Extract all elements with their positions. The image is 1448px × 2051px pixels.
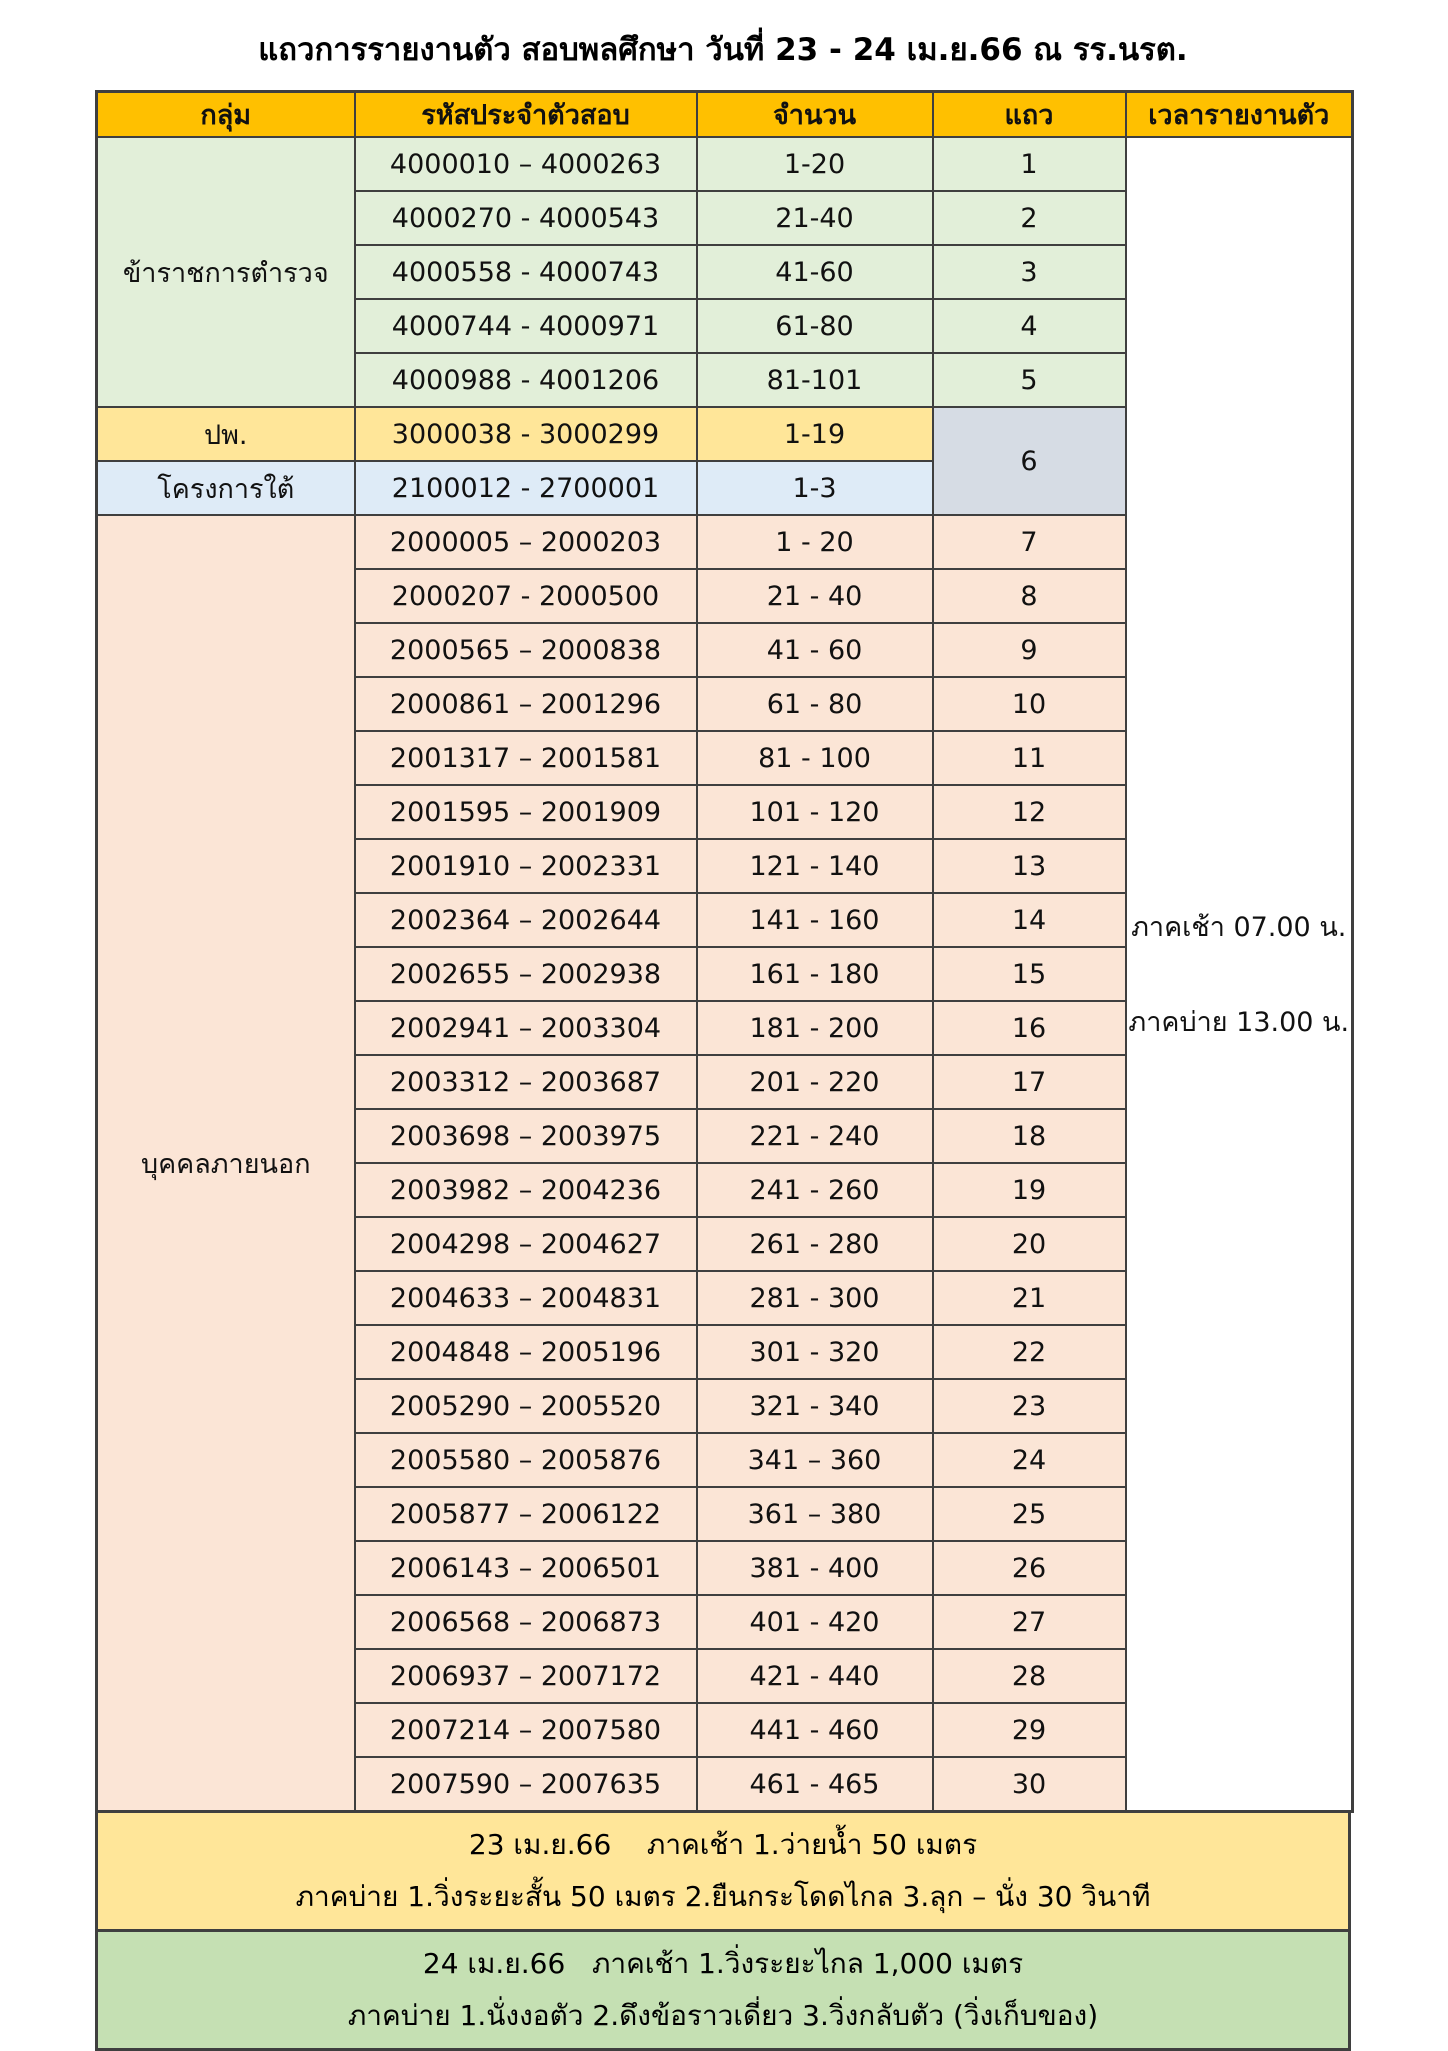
day2-morning-events: 24 เม.ย.66 ภาคเช้า 1.วิ่งระยะไกล 1,000 เมตร [422, 1947, 1024, 1980]
queue-number-cell: 2 [933, 191, 1126, 245]
queue-number-cell: 12 [933, 785, 1126, 839]
count-cell: 61 - 80 [697, 677, 933, 731]
code-range-cell: 2004848 – 2005196 [355, 1325, 697, 1379]
queue-number-cell: 26 [933, 1541, 1126, 1595]
code-range-cell: 2004633 – 2004831 [355, 1271, 697, 1325]
code-range-cell: 2000207 - 2000500 [355, 569, 697, 623]
queue-number-cell: 3 [933, 245, 1126, 299]
column-header-2: จำนวน [697, 92, 933, 138]
count-cell: 421 - 440 [697, 1649, 933, 1703]
queue-number-cell: 29 [933, 1703, 1126, 1757]
code-range-cell: 4000010 – 4000263 [355, 137, 697, 191]
code-range-cell: 2006568 – 2006873 [355, 1595, 697, 1649]
count-cell: 101 - 120 [697, 785, 933, 839]
day1-morning-events: 23 เม.ย.66 ภาคเช้า 1.ว่ายน้ำ 50 เมตร [468, 1828, 978, 1861]
queue-number-cell: 23 [933, 1379, 1126, 1433]
queue-number-cell: 8 [933, 569, 1126, 623]
day2-afternoon-events: ภาคบ่าย 1.นั่งงอตัว 2.ดึงข้อราวเดี่ยว 3.วิ่งกลับตัว (วิ่งเก็บของ) [347, 1999, 1099, 2032]
queue-number-cell: 1 [933, 137, 1126, 191]
queue-number-cell: 10 [933, 677, 1126, 731]
code-range-cell: 2000005 – 2000203 [355, 515, 697, 569]
report-time-wrap [1127, 138, 1352, 1810]
queue-number-cell: 20 [933, 1217, 1126, 1271]
queue-number-cell: 28 [933, 1649, 1126, 1703]
day2-schedule-note [95, 1929, 1351, 2051]
header-row [97, 92, 1353, 138]
count-cell: 381 - 400 [697, 1541, 933, 1595]
code-range-cell: 3000038 - 3000299 [355, 407, 697, 461]
column-header-0: กลุ่ม [97, 92, 355, 138]
count-cell: 461 - 465 [697, 1757, 933, 1812]
code-range-cell: 2006143 – 2006501 [355, 1541, 697, 1595]
count-cell: 141 - 160 [697, 893, 933, 947]
code-range-cell: 2007590 – 2007635 [355, 1757, 697, 1812]
code-range-cell: 4000270 - 4000543 [355, 191, 697, 245]
group-cell: ข้าราชการตำรวจ [97, 137, 355, 407]
queue-number-cell: 21 [933, 1271, 1126, 1325]
code-range-cell: 2002941 – 2003304 [355, 1001, 697, 1055]
queue-number-cell: 7 [933, 515, 1126, 569]
count-cell: 361 – 380 [697, 1487, 933, 1541]
code-range-cell: 2001595 – 2001909 [355, 785, 697, 839]
day1-afternoon-events: ภาคบ่าย 1.วิ่งระยะสั้น 50 เมตร 2.ยืนกระโดดไกล 3.ลุก – นั่ง 30 วินาที [295, 1880, 1151, 1913]
count-cell: 301 - 320 [697, 1325, 933, 1379]
table-row [97, 137, 1353, 191]
queue-number-cell: 16 [933, 1001, 1126, 1055]
queue-number-cell: 9 [933, 623, 1126, 677]
page [95, 0, 1351, 2051]
queue-number-cell: 6 [933, 407, 1126, 515]
code-range-cell: 2005290 – 2005520 [355, 1379, 697, 1433]
day1-schedule-note [95, 1810, 1351, 1932]
count-cell: 41 - 60 [697, 623, 933, 677]
code-range-cell: 2003698 – 2003975 [355, 1109, 697, 1163]
count-cell: 41-60 [697, 245, 933, 299]
queue-number-cell: 14 [933, 893, 1126, 947]
group-cell: โครงการใต้ [97, 461, 355, 515]
code-range-cell: 2007214 – 2007580 [355, 1703, 697, 1757]
count-cell: 1 - 20 [697, 515, 933, 569]
count-cell: 61-80 [697, 299, 933, 353]
queue-number-cell: 24 [933, 1433, 1126, 1487]
count-cell: 241 - 260 [697, 1163, 933, 1217]
morning-report-time: ภาคเช้า 07.00 น. [1131, 912, 1347, 943]
column-header-4: เวลารายงานตัว [1126, 92, 1353, 138]
count-cell: 21-40 [697, 191, 933, 245]
count-cell: 1-20 [697, 137, 933, 191]
count-cell: 341 – 360 [697, 1433, 933, 1487]
count-cell: 281 - 300 [697, 1271, 933, 1325]
code-range-cell: 2100012 - 2700001 [355, 461, 697, 515]
count-cell: 221 - 240 [697, 1109, 933, 1163]
count-cell: 81-101 [697, 353, 933, 407]
queue-number-cell: 25 [933, 1487, 1126, 1541]
afternoon-report-time: ภาคบ่าย 13.00 น. [1128, 1007, 1350, 1038]
group-cell: ปพ. [97, 407, 355, 461]
code-range-cell: 2001317 – 2001581 [355, 731, 697, 785]
code-range-cell: 2003982 – 2004236 [355, 1163, 697, 1217]
column-header-1: รหัสประจำตัวสอบ [355, 92, 697, 138]
code-range-cell: 2004298 – 2004627 [355, 1217, 697, 1271]
count-cell: 1-19 [697, 407, 933, 461]
group-cell: บุคคลภายนอก [97, 515, 355, 1812]
column-header-3: แถว [933, 92, 1126, 138]
count-cell: 81 - 100 [697, 731, 933, 785]
code-range-cell: 4000988 - 4001206 [355, 353, 697, 407]
schedule-table [95, 90, 1354, 1813]
count-cell: 181 - 200 [697, 1001, 933, 1055]
count-cell: 21 - 40 [697, 569, 933, 623]
code-range-cell: 2002655 – 2002938 [355, 947, 697, 1001]
code-range-cell: 2000861 – 2001296 [355, 677, 697, 731]
code-range-cell: 2006937 – 2007172 [355, 1649, 697, 1703]
code-range-cell: 2001910 – 2002331 [355, 839, 697, 893]
code-range-cell: 2003312 – 2003687 [355, 1055, 697, 1109]
code-range-cell: 2002364 – 2002644 [355, 893, 697, 947]
count-cell: 401 - 420 [697, 1595, 933, 1649]
count-cell: 1-3 [697, 461, 933, 515]
queue-number-cell: 30 [933, 1757, 1126, 1812]
queue-number-cell: 19 [933, 1163, 1126, 1217]
count-cell: 261 - 280 [697, 1217, 933, 1271]
queue-number-cell: 5 [933, 353, 1126, 407]
count-cell: 121 - 140 [697, 839, 933, 893]
queue-number-cell: 17 [933, 1055, 1126, 1109]
code-range-cell: 2005580 – 2005876 [355, 1433, 697, 1487]
count-cell: 441 - 460 [697, 1703, 933, 1757]
count-cell: 321 - 340 [697, 1379, 933, 1433]
code-range-cell: 2005877 – 2006122 [355, 1487, 697, 1541]
queue-number-cell: 27 [933, 1595, 1126, 1649]
code-range-cell: 2000565 – 2000838 [355, 623, 697, 677]
page-title: แถวการรายงานตัว สอบพลศึกษา วันที่ 23 - 24 เม.ย.66 ณ รร.นรต. [258, 32, 1188, 68]
queue-number-cell: 13 [933, 839, 1126, 893]
queue-number-cell: 22 [933, 1325, 1126, 1379]
count-cell: 161 - 180 [697, 947, 933, 1001]
queue-number-cell: 18 [933, 1109, 1126, 1163]
schedule-table-body [97, 137, 1353, 1812]
report-time-cell [1126, 137, 1353, 1812]
queue-number-cell: 4 [933, 299, 1126, 353]
count-cell: 201 - 220 [697, 1055, 933, 1109]
queue-number-cell: 15 [933, 947, 1126, 1001]
code-range-cell: 4000558 - 4000743 [355, 245, 697, 299]
queue-number-cell: 11 [933, 731, 1126, 785]
code-range-cell: 4000744 - 4000971 [355, 299, 697, 353]
